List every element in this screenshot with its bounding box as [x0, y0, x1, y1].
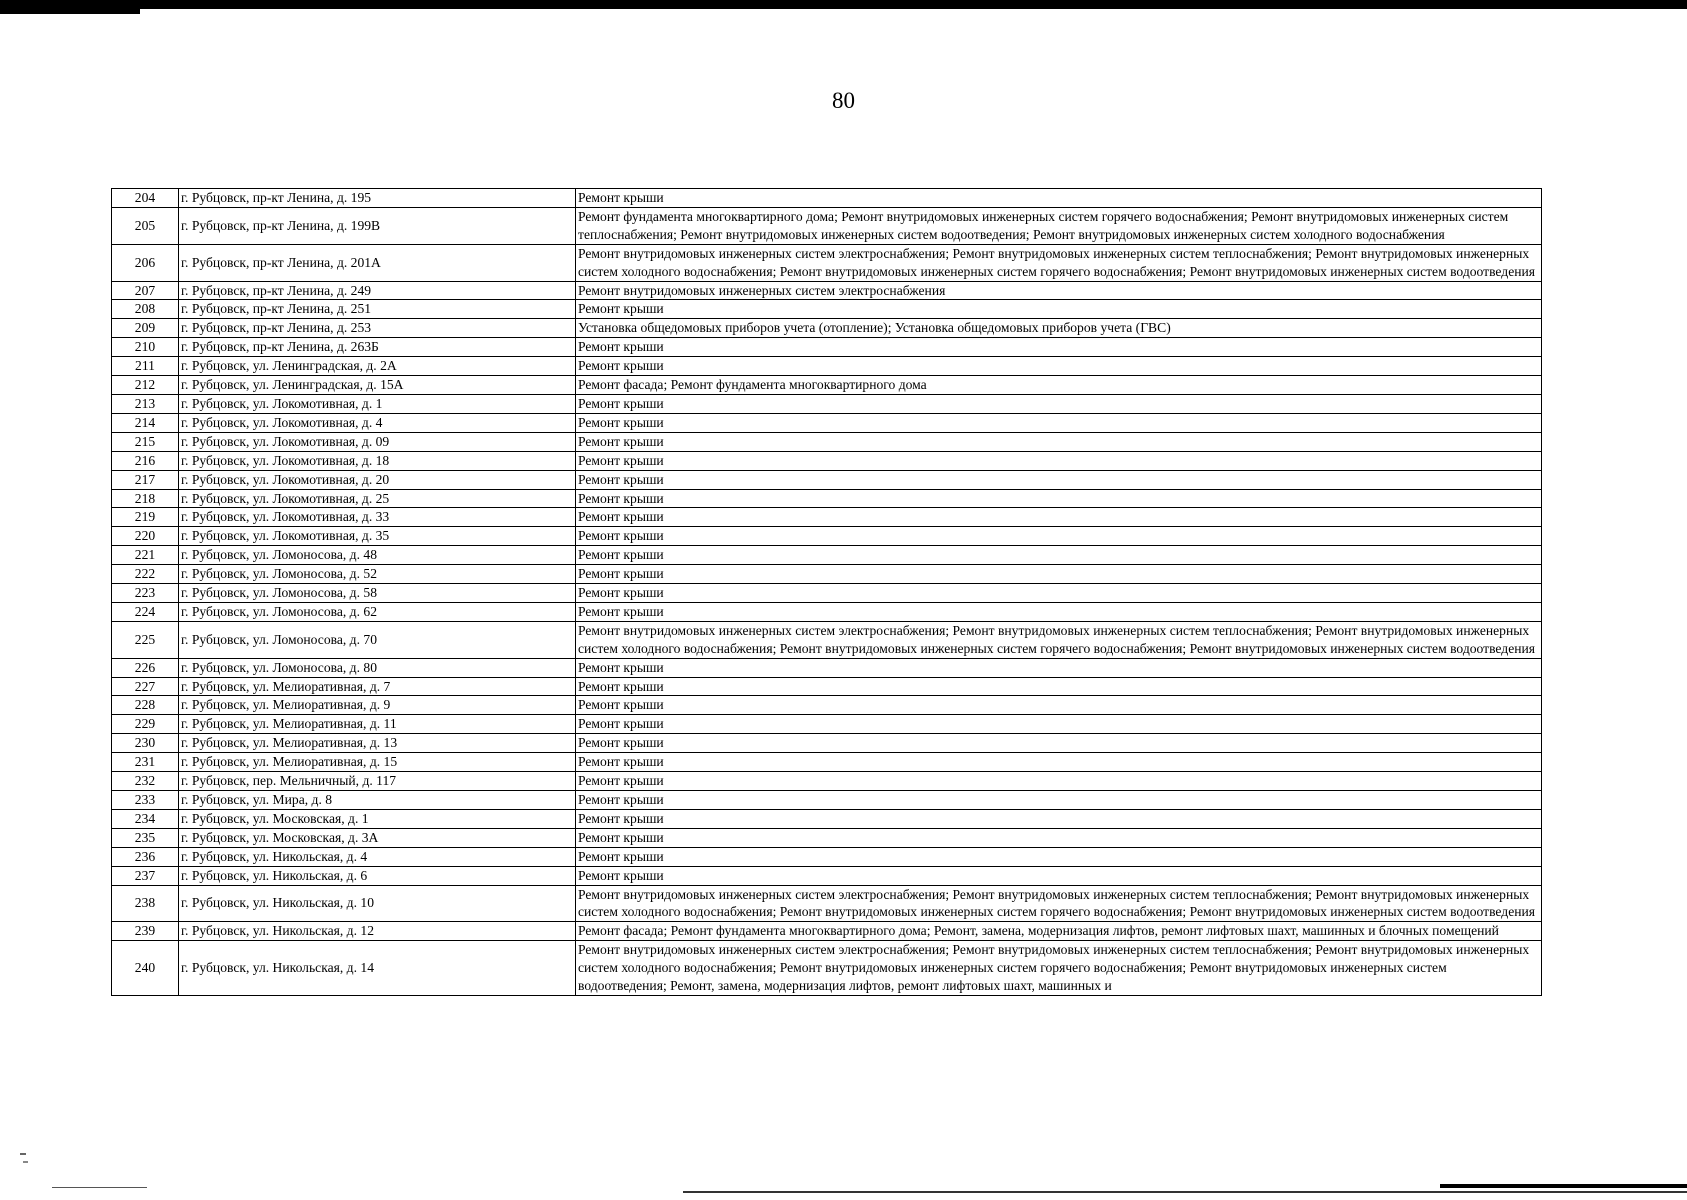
row-address: г. Рубцовск, ул. Ломоносова, д. 62	[179, 602, 576, 621]
row-works: Ремонт внутридомовых инженерных систем электроснабжения; Ремонт внутридомовых инженерных систем теплоснабжения; Ремонт внутридомовых инженерных систем холодного водоснабжения; Ремонт внутридомовых инженерных систем горячего водоснабжения; Ремонт внутридомовых инженерных систем водоотведения	[576, 885, 1542, 922]
row-address: г. Рубцовск, ул. Никольская, д. 6	[179, 866, 576, 885]
row-address: г. Рубцовск, ул. Мелиоративная, д. 9	[179, 696, 576, 715]
table-row	[112, 451, 1542, 470]
table-row	[112, 527, 1542, 546]
row-works: Ремонт внутридомовых инженерных систем электроснабжения; Ремонт внутридомовых инженерных систем теплоснабжения; Ремонт внутридомовых инженерных систем холодного водоснабжения; Ремонт внутридомовых инженерных систем горячего водоснабжения; Ремонт внутридомовых инженерных систем водоотведения; Ремонт, замена, модернизация лифтов, ремонт лифтовых шахт, машинных и	[576, 941, 1542, 996]
table-row	[112, 394, 1542, 413]
row-address: г. Рубцовск, пр-кт Ленина, д. 199В	[179, 207, 576, 244]
row-number: 230	[112, 734, 179, 753]
table-row	[112, 244, 1542, 281]
row-number: 222	[112, 565, 179, 584]
table-row	[112, 809, 1542, 828]
scan-edge-mark	[23, 1161, 28, 1163]
repair-table	[111, 188, 1542, 996]
row-number: 217	[112, 470, 179, 489]
row-address: г. Рубцовск, ул. Ломоносова, д. 70	[179, 621, 576, 658]
table-row	[112, 357, 1542, 376]
row-address: г. Рубцовск, ул. Мелиоративная, д. 15	[179, 753, 576, 772]
scan-top-border	[0, 0, 1687, 9]
table-row	[112, 922, 1542, 941]
table-row	[112, 941, 1542, 996]
row-address: г. Рубцовск, ул. Мелиоративная, д. 11	[179, 715, 576, 734]
row-works: Ремонт внутридомовых инженерных систем электроснабжения	[576, 281, 1542, 300]
row-number: 212	[112, 376, 179, 395]
row-works: Ремонт крыши	[576, 489, 1542, 508]
table-row	[112, 847, 1542, 866]
row-number: 223	[112, 584, 179, 603]
row-number: 210	[112, 338, 179, 357]
table-row	[112, 470, 1542, 489]
row-works: Ремонт внутридомовых инженерных систем электроснабжения; Ремонт внутридомовых инженерных систем теплоснабжения; Ремонт внутридомовых инженерных систем холодного водоснабжения; Ремонт внутридомовых инженерных систем горячего водоснабжения; Ремонт внутридомовых инженерных систем водоотведения	[576, 621, 1542, 658]
row-number: 204	[112, 189, 179, 208]
row-address: г. Рубцовск, ул. Мелиоративная, д. 7	[179, 677, 576, 696]
row-works: Ремонт фасада; Ремонт фундамента многоквартирного дома	[576, 376, 1542, 395]
table-row	[112, 791, 1542, 810]
row-number: 231	[112, 753, 179, 772]
row-number: 226	[112, 658, 179, 677]
table-row	[112, 300, 1542, 319]
table-row	[112, 413, 1542, 432]
row-number: 214	[112, 413, 179, 432]
scan-bottom-line	[52, 1187, 147, 1188]
row-address: г. Рубцовск, ул. Ломоносова, д. 58	[179, 584, 576, 603]
row-number: 205	[112, 207, 179, 244]
row-works: Ремонт крыши	[576, 527, 1542, 546]
row-number: 213	[112, 394, 179, 413]
scan-edge-mark	[20, 1153, 26, 1155]
row-address: г. Рубцовск, ул. Локомотивная, д. 33	[179, 508, 576, 527]
row-works: Ремонт крыши	[576, 546, 1542, 565]
row-address: г. Рубцовск, ул. Ломоносова, д. 80	[179, 658, 576, 677]
row-address: г. Рубцовск, пр-кт Ленина, д. 263Б	[179, 338, 576, 357]
row-address: г. Рубцовск, ул. Ломоносова, д. 52	[179, 565, 576, 584]
scan-bottom-line	[1440, 1184, 1687, 1188]
row-address: г. Рубцовск, пер. Мельничный, д. 117	[179, 772, 576, 791]
row-number: 232	[112, 772, 179, 791]
repair-table-body	[112, 189, 1542, 996]
table-row	[112, 696, 1542, 715]
row-works: Ремонт крыши	[576, 470, 1542, 489]
table-row	[112, 376, 1542, 395]
row-works: Ремонт крыши	[576, 451, 1542, 470]
table-row	[112, 772, 1542, 791]
table-row	[112, 319, 1542, 338]
table-row	[112, 753, 1542, 772]
table-row	[112, 677, 1542, 696]
row-address: г. Рубцовск, пр-кт Ленина, д. 249	[179, 281, 576, 300]
row-number: 236	[112, 847, 179, 866]
row-address: г. Рубцовск, ул. Локомотивная, д. 1	[179, 394, 576, 413]
table-row	[112, 885, 1542, 922]
page-number: 80	[832, 88, 855, 113]
row-works: Ремонт внутридомовых инженерных систем электроснабжения; Ремонт внутридомовых инженерных систем теплоснабжения; Ремонт внутридомовых инженерных систем холодного водоснабжения; Ремонт внутридомовых инженерных систем горячего водоснабжения; Ремонт внутридомовых инженерных систем водоотведения	[576, 244, 1542, 281]
row-address: г. Рубцовск, ул. Ленинградская, д. 2А	[179, 357, 576, 376]
table-row	[112, 432, 1542, 451]
row-number: 218	[112, 489, 179, 508]
row-works: Установка общедомовых приборов учета (отопление); Установка общедомовых приборов учета (ГВС)	[576, 319, 1542, 338]
table-row	[112, 508, 1542, 527]
row-address: г. Рубцовск, пр-кт Ленина, д. 253	[179, 319, 576, 338]
row-address: г. Рубцовск, пр-кт Ленина, д. 195	[179, 189, 576, 208]
row-works: Ремонт крыши	[576, 602, 1542, 621]
row-works: Ремонт крыши	[576, 413, 1542, 432]
scan-top-border-left	[0, 0, 140, 14]
row-number: 240	[112, 941, 179, 996]
row-number: 224	[112, 602, 179, 621]
row-address: г. Рубцовск, ул. Никольская, д. 4	[179, 847, 576, 866]
row-works: Ремонт крыши	[576, 584, 1542, 603]
row-address: г. Рубцовск, ул. Никольская, д. 10	[179, 885, 576, 922]
row-number: 225	[112, 621, 179, 658]
row-works: Ремонт крыши	[576, 300, 1542, 319]
row-works: Ремонт крыши	[576, 772, 1542, 791]
row-works: Ремонт крыши	[576, 565, 1542, 584]
row-number: 220	[112, 527, 179, 546]
row-address: г. Рубцовск, ул. Мелиоративная, д. 13	[179, 734, 576, 753]
row-address: г. Рубцовск, ул. Никольская, д. 12	[179, 922, 576, 941]
table-row	[112, 866, 1542, 885]
scan-bottom-line	[683, 1191, 1687, 1193]
row-works: Ремонт крыши	[576, 696, 1542, 715]
row-number: 206	[112, 244, 179, 281]
row-works: Ремонт крыши	[576, 338, 1542, 357]
row-number: 229	[112, 715, 179, 734]
table-row	[112, 565, 1542, 584]
row-address: г. Рубцовск, ул. Мира, д. 8	[179, 791, 576, 810]
row-works: Ремонт крыши	[576, 677, 1542, 696]
table-row	[112, 546, 1542, 565]
row-works: Ремонт крыши	[576, 432, 1542, 451]
row-number: 221	[112, 546, 179, 565]
row-number: 227	[112, 677, 179, 696]
row-number: 216	[112, 451, 179, 470]
table-row	[112, 584, 1542, 603]
row-address: г. Рубцовск, ул. Локомотивная, д. 25	[179, 489, 576, 508]
row-number: 228	[112, 696, 179, 715]
row-address: г. Рубцовск, ул. Локомотивная, д. 4	[179, 413, 576, 432]
row-works: Ремонт крыши	[576, 734, 1542, 753]
row-works: Ремонт фасада; Ремонт фундамента многоквартирного дома; Ремонт, замена, модернизация лифтов, ремонт лифтовых шахт, машинных и блочных помещений	[576, 922, 1542, 941]
row-address: г. Рубцовск, ул. Локомотивная, д. 09	[179, 432, 576, 451]
row-works: Ремонт крыши	[576, 809, 1542, 828]
row-works: Ремонт крыши	[576, 508, 1542, 527]
row-address: г. Рубцовск, пр-кт Ленина, д. 251	[179, 300, 576, 319]
row-works: Ремонт крыши	[576, 753, 1542, 772]
row-number: 215	[112, 432, 179, 451]
table-row	[112, 734, 1542, 753]
row-works: Ремонт фундамента многоквартирного дома; Ремонт внутридомовых инженерных систем горячего водоснабжения; Ремонт внутридомовых инженерных систем теплоснабжения; Ремонт внутридомовых инженерных систем водоотведения; Ремонт внутридомовых инженерных систем холодного водоснабжения	[576, 207, 1542, 244]
row-number: 207	[112, 281, 179, 300]
table-row	[112, 715, 1542, 734]
row-works: Ремонт крыши	[576, 866, 1542, 885]
row-works: Ремонт крыши	[576, 189, 1542, 208]
row-works: Ремонт крыши	[576, 828, 1542, 847]
row-address: г. Рубцовск, ул. Московская, д. 1	[179, 809, 576, 828]
row-number: 237	[112, 866, 179, 885]
row-works: Ремонт крыши	[576, 791, 1542, 810]
table-row	[112, 621, 1542, 658]
table-row	[112, 602, 1542, 621]
row-works: Ремонт крыши	[576, 715, 1542, 734]
table-row	[112, 338, 1542, 357]
row-address: г. Рубцовск, ул. Московская, д. 3А	[179, 828, 576, 847]
row-number: 234	[112, 809, 179, 828]
row-address: г. Рубцовск, ул. Ломоносова, д. 48	[179, 546, 576, 565]
row-number: 219	[112, 508, 179, 527]
row-works: Ремонт крыши	[576, 394, 1542, 413]
row-number: 233	[112, 791, 179, 810]
table-row	[112, 281, 1542, 300]
row-number: 211	[112, 357, 179, 376]
row-address: г. Рубцовск, ул. Локомотивная, д. 35	[179, 527, 576, 546]
row-number: 209	[112, 319, 179, 338]
row-works: Ремонт крыши	[576, 658, 1542, 677]
row-works: Ремонт крыши	[576, 847, 1542, 866]
row-number: 235	[112, 828, 179, 847]
row-number: 238	[112, 885, 179, 922]
table-row	[112, 658, 1542, 677]
row-address: г. Рубцовск, ул. Локомотивная, д. 18	[179, 451, 576, 470]
row-address: г. Рубцовск, ул. Ленинградская, д. 15А	[179, 376, 576, 395]
row-works: Ремонт крыши	[576, 357, 1542, 376]
table-row	[112, 489, 1542, 508]
row-address: г. Рубцовск, пр-кт Ленина, д. 201А	[179, 244, 576, 281]
row-address: г. Рубцовск, ул. Никольская, д. 14	[179, 941, 576, 996]
table-row	[112, 207, 1542, 244]
table-row	[112, 189, 1542, 208]
row-number: 208	[112, 300, 179, 319]
table-row	[112, 828, 1542, 847]
row-number: 239	[112, 922, 179, 941]
row-address: г. Рубцовск, ул. Локомотивная, д. 20	[179, 470, 576, 489]
